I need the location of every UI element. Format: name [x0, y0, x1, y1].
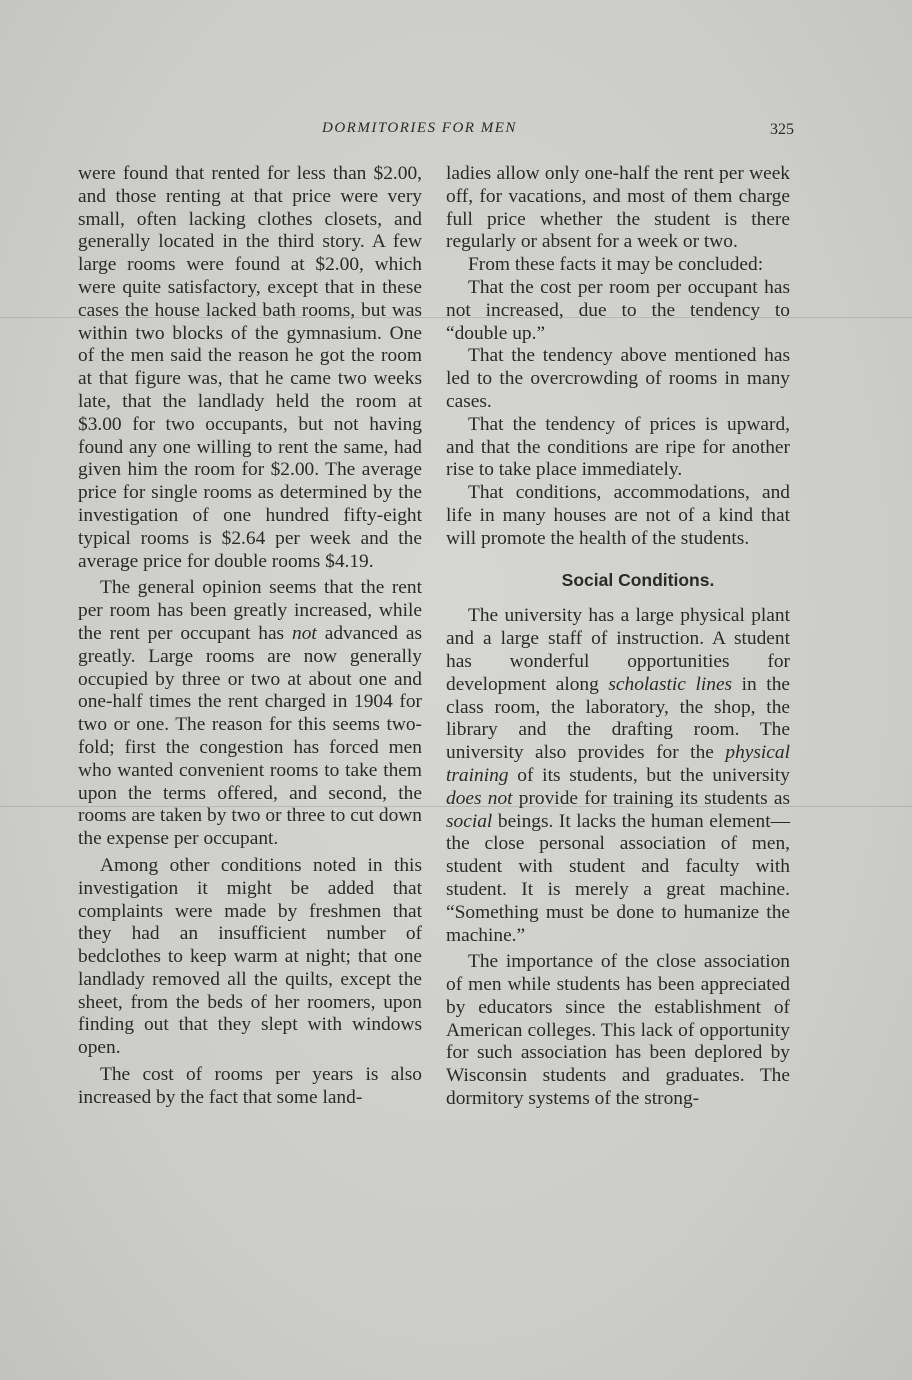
paragraph: were found that rented for less than $2.00, and those renting at that price were very small, often lacking clothes closets, and generally located in the third story. A few large rooms were found at $2.00, which were quite satisfactory, except that in these cases the house lacked bath rooms, but was within two blocks of the gymnasium. One of the men said the reason he got the room at that figure was, that he came two weeks late, that the landlady held the room at $3.00 for two occupants, but not having found any one willing to rent the same, had given him the room for $2.00. The average price for single rooms as determined by the investigation of one hundred fifty-eight typical rooms is $2.64 per week and the average price for double rooms $4.19.: [78, 163, 422, 572]
paragraph: From these facts it may be concluded:: [468, 254, 764, 276]
paragraph: The general opinion seems that the rent per room has been greatly increased, while the rent per occupant has not advanced as greatly. Large rooms are now generally occupied by three or two at about one and one-half times the rent charged in 1904 for two or one. The reason for this seems two-fold; first the congestion has forced men who wanted convenient rooms to take them upon the terms offered, and second, the rooms are taken by two or three to cut down the expense per occupant.: [78, 577, 422, 850]
paragraph: ladies allow only one-half the rent per week off, for vacations, and most of them charge full price whether the student is there regularly or absent for a week or two.: [446, 163, 790, 253]
page-header: [0, 120, 912, 144]
page-number: 325: [770, 121, 794, 138]
paragraph: That the tendency above mentioned has led to the overcrowding of rooms in many cases.: [446, 345, 790, 412]
paragraph: That conditions, accommodations, and life in many houses are not of a kind that will promote the health of the students.: [446, 482, 790, 549]
running-title: DORMITORIES FOR MEN: [322, 120, 517, 136]
paragraph: The university has a large physical plant and a large staff of instruction. A student has wonderful opportunities for development along scholastic lines in the class room, the laboratory, the shop, the library and the drafting room. The university also provides for the physical training of its students, but the university does not provide for training its students as social beings. It lacks the human element—the close personal association of men, student with student and faculty with student. It is merely a great machine. “Something must be done to humanize the machine.”: [446, 605, 791, 946]
paragraph: That the tendency of prices is upward, and that the conditions are ripe for another rise to take place immediately.: [446, 413, 790, 481]
section-heading: Social Conditions.: [561, 569, 715, 590]
paragraph: The cost of rooms per years is also increased by the fact that some land-: [78, 1064, 422, 1108]
paragraph: Among other conditions noted in this investigation it might be added that complaints were made by freshmen that they had an insufficient number of bedclothes to keep warm at night; that one landlady removed all the quilts, except the sheet, from the beds of her roomers, upon finding out that they slept with windows open.: [78, 854, 422, 1059]
paragraph: The importance of the close association of men while students has been appreciated by educators since the establishment of American colleges. This lack of opportunity for such association has been deplored by Wisconsin students and graduates. The dormitory systems of the strong-: [446, 951, 790, 1110]
left-column: [78, 163, 422, 1110]
paragraph: That the cost per room per occupant has not increased, due to the tendency to “double up.”: [446, 276, 790, 344]
right-column: [446, 163, 790, 1111]
